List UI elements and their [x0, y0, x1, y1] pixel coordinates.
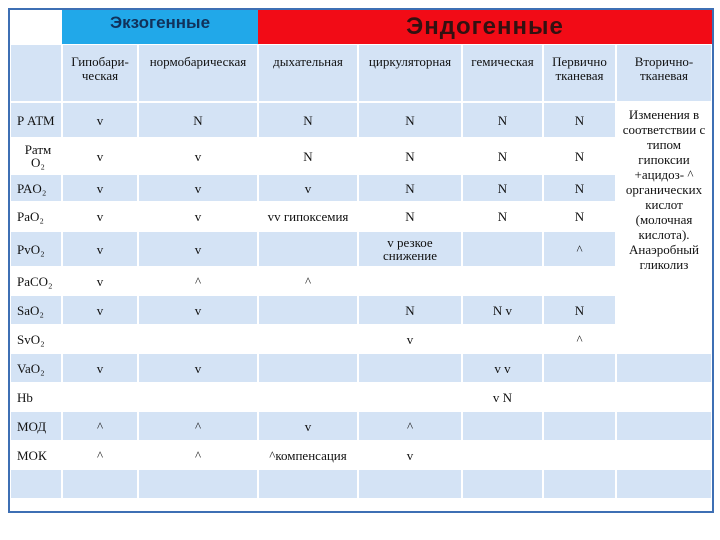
row-label — [11, 470, 61, 498]
row-label: SvO₂ — [11, 326, 61, 352]
table-cell: N — [359, 296, 461, 324]
table-cell — [259, 326, 357, 352]
table-cell: v — [139, 232, 257, 266]
table-cell: N — [544, 175, 615, 201]
table-cell — [63, 470, 137, 498]
table-cell — [463, 470, 542, 498]
table-cell: v N — [463, 384, 542, 410]
table-cell — [463, 412, 542, 440]
exogenous-header: Экзогенные — [62, 10, 258, 44]
table-cell: ^ — [359, 412, 461, 440]
table-cell: ^ — [544, 232, 615, 266]
table-cell — [544, 354, 615, 382]
table-cell: v — [139, 296, 257, 324]
table-cell: ^компенсация — [259, 442, 357, 468]
table-cell — [259, 296, 357, 324]
table-cell — [463, 268, 542, 294]
table-cell — [139, 326, 257, 352]
table-cell — [617, 384, 711, 410]
table-cell: vv гипоксемия — [259, 203, 357, 230]
column-header: циркуляторная — [359, 45, 461, 101]
table-cell: ^ — [544, 326, 615, 352]
row-label: МОК — [11, 442, 61, 468]
table-cell: ^ — [139, 442, 257, 468]
table-cell — [617, 412, 711, 440]
table-cell: v — [63, 232, 137, 266]
table-cell — [544, 442, 615, 468]
table-cell: v — [359, 326, 461, 352]
table-cell — [139, 384, 257, 410]
table-cell — [63, 326, 137, 352]
row-label: P АТМ — [11, 103, 61, 137]
secondary-tissue-note: Изменения в соответствии с типом гипоксии +ацидоз- ^ органических кислот (молочная кислота). Анаэробный гликолиз — [617, 103, 711, 324]
table-cell — [617, 442, 711, 468]
table-cell: N — [139, 103, 257, 137]
table-cell — [617, 470, 711, 498]
table-cell: N v — [463, 296, 542, 324]
table-cell — [544, 412, 615, 440]
table-cell: v — [139, 354, 257, 382]
table-cell: v резкое снижение — [359, 232, 461, 266]
table-cell: N — [463, 175, 542, 201]
table-cell — [139, 470, 257, 498]
row-label: Hb — [11, 384, 61, 410]
table-cell: ^ — [259, 268, 357, 294]
table-cell: N — [259, 103, 357, 137]
table-cell: N — [463, 203, 542, 230]
table-cell — [544, 268, 615, 294]
table-cell — [63, 384, 137, 410]
table-cell: N — [359, 139, 461, 173]
table-cell: v — [259, 175, 357, 201]
table-cell: N — [359, 203, 461, 230]
table-cell: ^ — [139, 412, 257, 440]
table-cell: v — [63, 354, 137, 382]
column-header — [11, 45, 61, 101]
table-cell: v — [63, 103, 137, 137]
table-cell: N — [359, 103, 461, 137]
row-label: SaO₂ — [11, 296, 61, 324]
table-cell: N — [463, 103, 542, 137]
row-label: МОД — [11, 412, 61, 440]
table-cell: v — [139, 203, 257, 230]
table-cell: N — [544, 103, 615, 137]
table-cell — [359, 470, 461, 498]
table-cell — [544, 470, 615, 498]
column-header: дыхательная — [259, 45, 357, 101]
table-cell — [463, 442, 542, 468]
table-cell — [359, 384, 461, 410]
table-cell — [359, 268, 461, 294]
hypoxia-table-frame — [8, 8, 714, 513]
column-header: нормобарическая — [139, 45, 257, 101]
table-cell — [359, 354, 461, 382]
table-cell: v v — [463, 354, 542, 382]
table-cell: v — [63, 175, 137, 201]
table-cell: N — [359, 175, 461, 201]
table-cell: v — [63, 268, 137, 294]
table-cell: N — [259, 139, 357, 173]
table-cell: v — [63, 139, 137, 173]
table-cell: ^ — [63, 412, 137, 440]
row-label: Pатм O₂ — [11, 139, 61, 173]
table-cell — [463, 326, 542, 352]
table-cell: v — [359, 442, 461, 468]
row-label: PaCO₂ — [11, 268, 61, 294]
table-cell — [617, 326, 711, 352]
table-cell — [259, 470, 357, 498]
table-cell — [259, 354, 357, 382]
table-cell: N — [544, 139, 615, 173]
row-label: PvO₂ — [11, 232, 61, 266]
table-cell — [463, 232, 542, 266]
table-cell: v — [63, 203, 137, 230]
table-cell: ^ — [63, 442, 137, 468]
table-cell — [617, 354, 711, 382]
hypoxia-parameters-table — [10, 10, 712, 511]
column-header: Первично тканевая — [544, 45, 615, 101]
table-cell: N — [544, 203, 615, 230]
table-cell: N — [463, 139, 542, 173]
table-cell — [259, 384, 357, 410]
table-cell — [259, 232, 357, 266]
row-label: PAO₂ — [11, 175, 61, 201]
table-cell: v — [259, 412, 357, 440]
table-cell: v — [139, 139, 257, 173]
table-cell: N — [544, 296, 615, 324]
endogenous-header: Эндогенные — [258, 10, 712, 44]
table-cell: v — [63, 296, 137, 324]
column-header: Вторично-тканевая — [617, 45, 711, 101]
column-header: гемическая — [463, 45, 542, 101]
table-cell — [544, 384, 615, 410]
row-label: PaO₂ — [11, 203, 61, 230]
row-label: VaO₂ — [11, 354, 61, 382]
column-header: Гипобари-ческая — [63, 45, 137, 101]
table-cell: ^ — [139, 268, 257, 294]
table-cell: v — [139, 175, 257, 201]
